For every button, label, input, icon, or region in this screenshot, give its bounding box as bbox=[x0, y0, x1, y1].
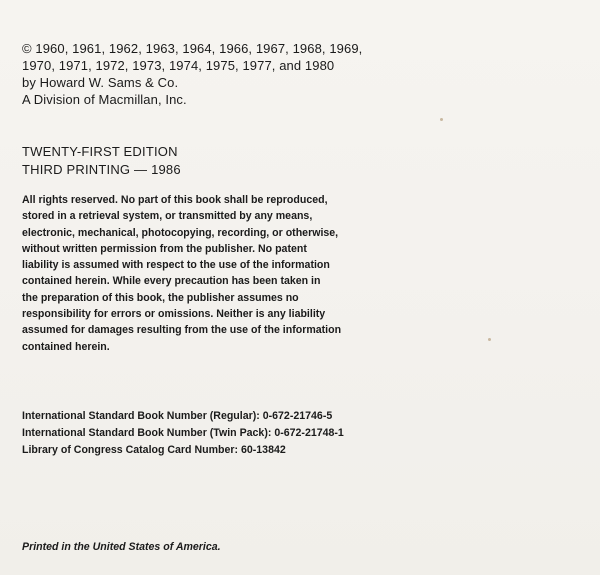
isbn-regular: International Standard Book Number (Regular): 0-672-21746-5 bbox=[22, 410, 333, 422]
copyright-line: by Howard W. Sams & Co. bbox=[22, 75, 179, 90]
copyright-line: A Division of Macmillan, Inc. bbox=[22, 92, 187, 107]
printing-line: THIRD PRINTING — 1986 bbox=[22, 162, 181, 177]
copyright-line: © 1960, 1961, 1962, 1963, 1964, 1966, 1967, 1968, 1969, bbox=[22, 41, 363, 56]
paper-speck bbox=[488, 338, 491, 341]
copyright-notice bbox=[22, 40, 362, 108]
rights-statement bbox=[22, 192, 372, 355]
lccn: Library of Congress Catalog Card Number: 60-13842 bbox=[22, 444, 286, 456]
rights-line: electronic, mechanical, photocopying, recording, or otherwise, bbox=[22, 226, 339, 239]
rights-line: responsibility for errors or omissions. Neither is any liability bbox=[22, 308, 326, 321]
paper-speck bbox=[440, 118, 443, 121]
catalog-identifiers bbox=[22, 408, 344, 459]
rights-line: contained herein. While every precaution has been taken in bbox=[22, 275, 321, 288]
edition-info bbox=[22, 143, 181, 179]
copyright-line: 1970, 1971, 1972, 1973, 1974, 1975, 1977, and 1980 bbox=[22, 58, 335, 73]
rights-line: the preparation of this book, the publisher assumes no bbox=[22, 291, 299, 304]
rights-line: contained herein. bbox=[22, 340, 110, 353]
rights-line: assumed for damages resulting from the use of the information bbox=[22, 324, 342, 337]
printed-in-note: Printed in the United States of America. bbox=[22, 541, 221, 553]
rights-line: liability is assumed with respect to the use of the information bbox=[22, 259, 330, 272]
isbn-twin-pack: International Standard Book Number (Twin Pack): 0-672-21748-1 bbox=[22, 427, 344, 439]
rights-line: without written permission from the publisher. No patent bbox=[22, 242, 307, 255]
rights-line: All rights reserved. No part of this book shall be reproduced, bbox=[22, 194, 328, 206]
edition-line: TWENTY-FIRST EDITION bbox=[22, 144, 178, 159]
rights-line: stored in a retrieval system, or transmitted by any means, bbox=[22, 210, 313, 223]
